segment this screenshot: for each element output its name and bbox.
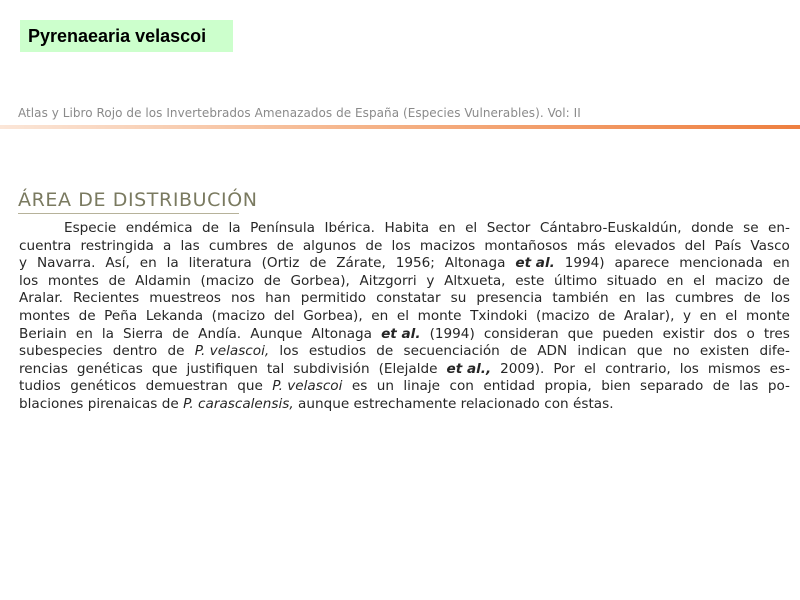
paragraph-word: macizos <box>419 237 476 254</box>
paragraph-word: donde <box>691 220 734 236</box>
paragraph-word: en <box>772 255 790 272</box>
paragraph-word: de <box>510 343 528 360</box>
paragraph-word: de <box>712 378 730 395</box>
paragraph-word: 2009). <box>500 360 545 377</box>
paragraph-word: de <box>202 220 220 236</box>
paragraph-word: dentro <box>112 343 158 360</box>
paragraph-word: han <box>265 290 291 307</box>
paragraph-word: último <box>554 272 598 289</box>
paragraph-word: subespecies <box>19 343 103 360</box>
paragraph-word: macizo <box>714 272 764 289</box>
paragraph-word: los <box>279 343 299 360</box>
paragraph-word: de <box>78 307 96 324</box>
paragraph-word: P. velascoi, <box>194 343 270 360</box>
paragraph-word: justifiquen <box>186 360 258 377</box>
paragraph-word: tudios <box>19 378 61 395</box>
paragraph-word: consideran <box>483 325 559 342</box>
paragraph-word: blaciones <box>19 395 84 412</box>
paragraph-word: cuentra <box>19 237 72 254</box>
header-divider <box>0 125 800 129</box>
paragraph-word: de <box>276 237 294 254</box>
paragraph-word: Península <box>250 220 316 236</box>
paragraph-word: Altonaga <box>444 255 506 272</box>
paragraph-word: subdivisión <box>293 360 370 377</box>
paragraph-word: es- <box>769 360 790 377</box>
paragraph-word: rencias <box>19 360 68 377</box>
paragraph-word: aunque <box>298 395 350 412</box>
paragraph-word: et al. <box>381 325 421 342</box>
paragraph-word: cumbres <box>208 237 268 254</box>
paragraph-word: monte <box>746 307 790 324</box>
paragraph-word: existen <box>699 343 750 360</box>
paragraph-word: de <box>376 343 394 360</box>
paragraph-word: Peña <box>104 307 138 324</box>
paragraph-word: con <box>544 395 569 412</box>
paragraph-word: literatura <box>188 255 252 272</box>
paragraph-word: las <box>645 290 665 307</box>
paragraph-word: éstas. <box>573 395 614 412</box>
paragraph-word: tres <box>763 325 790 342</box>
paragraph-word: Aralar. <box>19 290 63 307</box>
paragraph-word: elevados <box>614 237 676 254</box>
paragraph-word: un <box>376 378 394 395</box>
paragraph-word: el <box>693 272 706 289</box>
paragraph-word: de <box>772 272 790 289</box>
paragraph-word: separado <box>640 378 704 395</box>
paragraph-word: el <box>725 307 738 324</box>
paragraph-word: la <box>166 255 179 272</box>
paragraph-word: Aldamin <box>135 272 191 289</box>
section-title: ÁREA DE DISTRIBUCIÓN <box>18 189 258 211</box>
paragraph-word: Txindoki <box>470 307 528 324</box>
paragraph-word: de <box>167 343 185 360</box>
paragraph-word: Sector <box>486 220 531 236</box>
paragraph-word: la <box>228 220 241 236</box>
paragraph-word: dife- <box>759 343 790 360</box>
paragraph-word: de <box>263 272 281 289</box>
paragraph-line <box>19 308 790 326</box>
paragraph-word: no <box>672 343 690 360</box>
paragraph-line <box>19 396 790 414</box>
paragraph-word: P. carascalensis, <box>183 395 294 412</box>
paragraph-word: en <box>618 290 636 307</box>
paragraph-line <box>19 255 790 273</box>
paragraph-word: dos <box>713 325 738 342</box>
paragraph-word: este <box>515 272 545 289</box>
paragraph-word: se <box>743 220 759 236</box>
paragraph-word: Gorbea), <box>290 272 350 289</box>
paragraph-word: linaje <box>403 378 441 395</box>
paragraph-word: Por <box>553 360 575 377</box>
paragraph-line <box>19 326 790 344</box>
paragraph-word: la <box>101 325 114 342</box>
paragraph-word: genéticos <box>70 378 137 395</box>
paragraph-word: genéticas <box>76 360 143 377</box>
paragraph-word: (macizo <box>211 307 266 324</box>
paragraph-word: situado <box>606 272 657 289</box>
paragraph-word: los <box>391 237 411 254</box>
paragraph-word: más <box>576 237 606 254</box>
paragraph-word: Sierra <box>123 325 164 342</box>
paragraph-word: muestreos <box>149 290 221 307</box>
paragraph-word: en <box>139 255 157 272</box>
species-title-box <box>20 20 233 52</box>
paragraph-word: indican <box>577 343 627 360</box>
paragraph-word: Aralar), <box>623 307 675 324</box>
paragraph-word: en <box>438 220 456 236</box>
paragraph-word: constatar <box>376 290 441 307</box>
paragraph-word: tal <box>266 360 285 377</box>
paragraph-word: Aitzgorri <box>359 272 417 289</box>
paragraph-word: Lekanda <box>145 307 204 324</box>
paragraph-word: las <box>739 378 759 395</box>
paragraph-word: de <box>743 290 761 307</box>
paragraph-word: pueden <box>602 325 654 342</box>
paragraph-word: también <box>552 290 609 307</box>
paragraph-word: y <box>19 255 28 272</box>
paragraph-word: po- <box>767 378 790 395</box>
paragraph-word: demuestran <box>145 378 228 395</box>
paragraph-word: Andía. <box>198 325 242 342</box>
paragraph-word: entidad <box>483 378 536 395</box>
paragraph-word: Habita <box>384 220 430 236</box>
paragraph-word: montes <box>47 272 99 289</box>
paragraph-word: et al. <box>515 255 555 272</box>
paragraph-word: contrario, <box>605 360 671 377</box>
paragraph-word: (Ortiz <box>261 255 300 272</box>
paragraph-line <box>19 343 790 361</box>
paragraph-word: del <box>684 237 706 254</box>
paragraph-word: nos <box>231 290 256 307</box>
paragraph-word: P. velascoi <box>272 378 343 395</box>
paragraph-word: estrechamente <box>353 395 457 412</box>
paragraph-word: es <box>351 378 368 395</box>
paragraph-word: (Elejalde <box>378 360 438 377</box>
paragraph-word: Navarra. <box>36 255 96 272</box>
paragraph-word: en <box>666 272 684 289</box>
paragraph-word: Beriain <box>19 325 67 342</box>
paragraph-word: (macizo <box>536 307 590 324</box>
paragraph-word: estudios <box>308 343 367 360</box>
paragraph-word: su <box>450 290 467 307</box>
paragraph-word: de <box>365 237 383 254</box>
paragraph-word: Altonaga <box>311 325 373 342</box>
paragraph-word: cumbres <box>674 290 734 307</box>
paragraph-word: pirenaicas <box>87 395 158 412</box>
paragraph-word: montañosos <box>484 237 568 254</box>
paragraph-line <box>19 290 790 308</box>
paragraph-word: et al., <box>446 360 492 377</box>
paragraph-word: que <box>567 325 594 342</box>
paragraph-word: el <box>396 307 409 324</box>
paragraph-word: en <box>699 307 717 324</box>
species-title: Pyrenaearia velascoi <box>28 25 207 46</box>
paragraph-line <box>19 361 790 379</box>
paragraph-word: las <box>180 237 200 254</box>
paragraph-word: con <box>449 378 474 395</box>
paragraph-word: de <box>108 272 126 289</box>
paragraph-word: y <box>683 307 692 324</box>
paragraph-word: los <box>19 272 39 289</box>
paragraph-word: 1956; <box>395 255 435 272</box>
paragraph-word: en <box>371 307 389 324</box>
paragraph-word: relacionado <box>460 395 540 412</box>
paragraph-word: bien <box>601 378 631 395</box>
paragraph-word: secuenciación <box>403 343 500 360</box>
paragraph-word: a <box>163 237 172 254</box>
paragraph-word: Ibérica. <box>324 220 375 236</box>
paragraph-word: endémica <box>125 220 193 236</box>
paragraph-word: de <box>598 307 616 324</box>
paragraph-word: Altxueta, <box>444 272 506 289</box>
paragraph-word: restringida <box>80 237 154 254</box>
paragraph-word: de <box>309 255 327 272</box>
paragraph-word: el <box>583 360 597 377</box>
paragraph-word: de <box>161 395 179 412</box>
paragraph-word: los <box>770 290 790 307</box>
paragraph-word: que <box>636 343 663 360</box>
paragraph-line <box>19 220 790 238</box>
paragraph-word: algunos <box>302 237 357 254</box>
paragraph-word: en- <box>768 220 790 236</box>
paragraph-word: del <box>273 307 295 324</box>
paragraph-word: ADN <box>537 343 568 360</box>
paragraph-word: mencionada <box>679 255 763 272</box>
paragraph-word: propia, <box>544 378 592 395</box>
paragraph-word: Especie <box>64 220 117 236</box>
paragraph-word: (1994) <box>429 325 475 342</box>
paragraph-word: los <box>679 360 699 377</box>
section-title-underline <box>18 213 239 214</box>
paragraph-line <box>19 238 790 256</box>
paragraph-word: Aunque <box>250 325 303 342</box>
paragraph-word: permitido <box>300 290 367 307</box>
distribution-paragraph <box>19 220 790 414</box>
paragraph-line <box>19 273 790 291</box>
paragraph-word: y <box>426 272 435 289</box>
paragraph-word: (macizo <box>200 272 255 289</box>
paragraph-word: que <box>237 378 263 395</box>
paragraph-word: Cántabro-Euskaldún, <box>539 220 682 236</box>
paragraph-word: Zárate, <box>336 255 386 272</box>
paragraph-word: existir <box>662 325 705 342</box>
paragraph-word: Gorbea), <box>303 307 363 324</box>
paragraph-word: de <box>172 325 190 342</box>
paragraph-word: País <box>714 237 742 254</box>
paragraph-word: el <box>465 220 478 236</box>
paragraph-word: mismos <box>707 360 761 377</box>
publication-header: Atlas y Libro Rojo de los Invertebrados Amenazados de España (Especies Vulnerables). Vol: II <box>18 106 581 120</box>
paragraph-word: o <box>746 325 755 342</box>
paragraph-line <box>19 378 790 396</box>
paragraph-word: monte <box>417 307 462 324</box>
paragraph-word: que <box>151 360 178 377</box>
paragraph-word: aparece <box>614 255 670 272</box>
paragraph-word: 1994) <box>564 255 605 272</box>
paragraph-word: Así, <box>105 255 130 272</box>
paragraph-word: Recientes <box>73 290 140 307</box>
paragraph-word: presencia <box>476 290 543 307</box>
paragraph-word: Vasco <box>750 237 790 254</box>
paragraph-word: en <box>75 325 93 342</box>
paragraph-word: montes <box>19 307 70 324</box>
